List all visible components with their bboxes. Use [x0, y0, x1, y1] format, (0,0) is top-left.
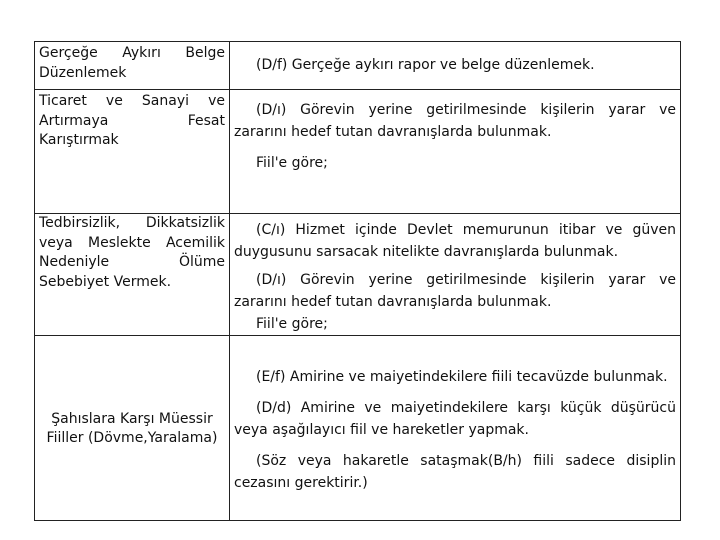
- table-row: [35, 90, 681, 214]
- penalty-text: (C/ı) Hizmet içinde Devlet memurunun itibar ve güven duygusunu sarsacak nitelikte davranışlarda bulunmak.: [234, 222, 676, 260]
- penalty-text: (D/d) Amirine ve maiyetindekilere karşı küçük düşürücü veya aşağılayıcı fiil ve hareketler yapmak.: [234, 400, 676, 438]
- penalty-text: (E/f) Amirine ve maiyetindekilere fiili tecavüzde bulunmak.: [256, 369, 668, 385]
- offense-cell: [35, 90, 230, 214]
- offense-text: Gerçeğe Aykırı Belge Düzenlemek: [39, 45, 225, 81]
- offense-table: [34, 41, 681, 521]
- penalty-text: Fiil'e göre;: [256, 316, 328, 332]
- table-row: [35, 42, 681, 90]
- penalty-text: (Söz veya hakaretle sataşmak(B/h) fiili sadece disiplin cezasını gerektirir.): [234, 453, 676, 491]
- offense-cell: [35, 42, 230, 90]
- penalty-cell: [230, 42, 681, 90]
- penalty-cell: [230, 90, 681, 214]
- table-row: [35, 214, 681, 336]
- offense-text: Ticaret ve Sanayi ve Artırmaya Fesat Karıştırmak: [39, 93, 225, 148]
- table-row: [35, 336, 681, 521]
- penalty-text: (D/f) Gerçeğe aykırı rapor ve belge düzenlemek.: [256, 57, 595, 73]
- penalty-text: (D/ı) Görevin yerine getirilmesinde kişilerin yarar ve zararını hedef tutan davranışlarda bulunmak.: [234, 102, 676, 140]
- offense-text: Tedbirsizlik, Dikkatsizlik veya Meslekte Acemilik Nedeniyle Ölüme Sebebiyet Vermek.: [39, 215, 225, 290]
- penalty-cell: [230, 336, 681, 521]
- penalty-cell: [230, 214, 681, 336]
- offense-text: Şahıslara Karşı Müessir Fiiller (Dövme,Yaralama): [46, 410, 218, 446]
- offense-cell: [35, 214, 230, 336]
- penalty-text: Fiil'e göre;: [256, 155, 328, 171]
- penalty-text: (D/ı) Görevin yerine getirilmesinde kişilerin yarar ve zararını hedef tutan davranışlarda bulunmak.: [234, 272, 676, 310]
- offense-cell: [35, 336, 230, 521]
